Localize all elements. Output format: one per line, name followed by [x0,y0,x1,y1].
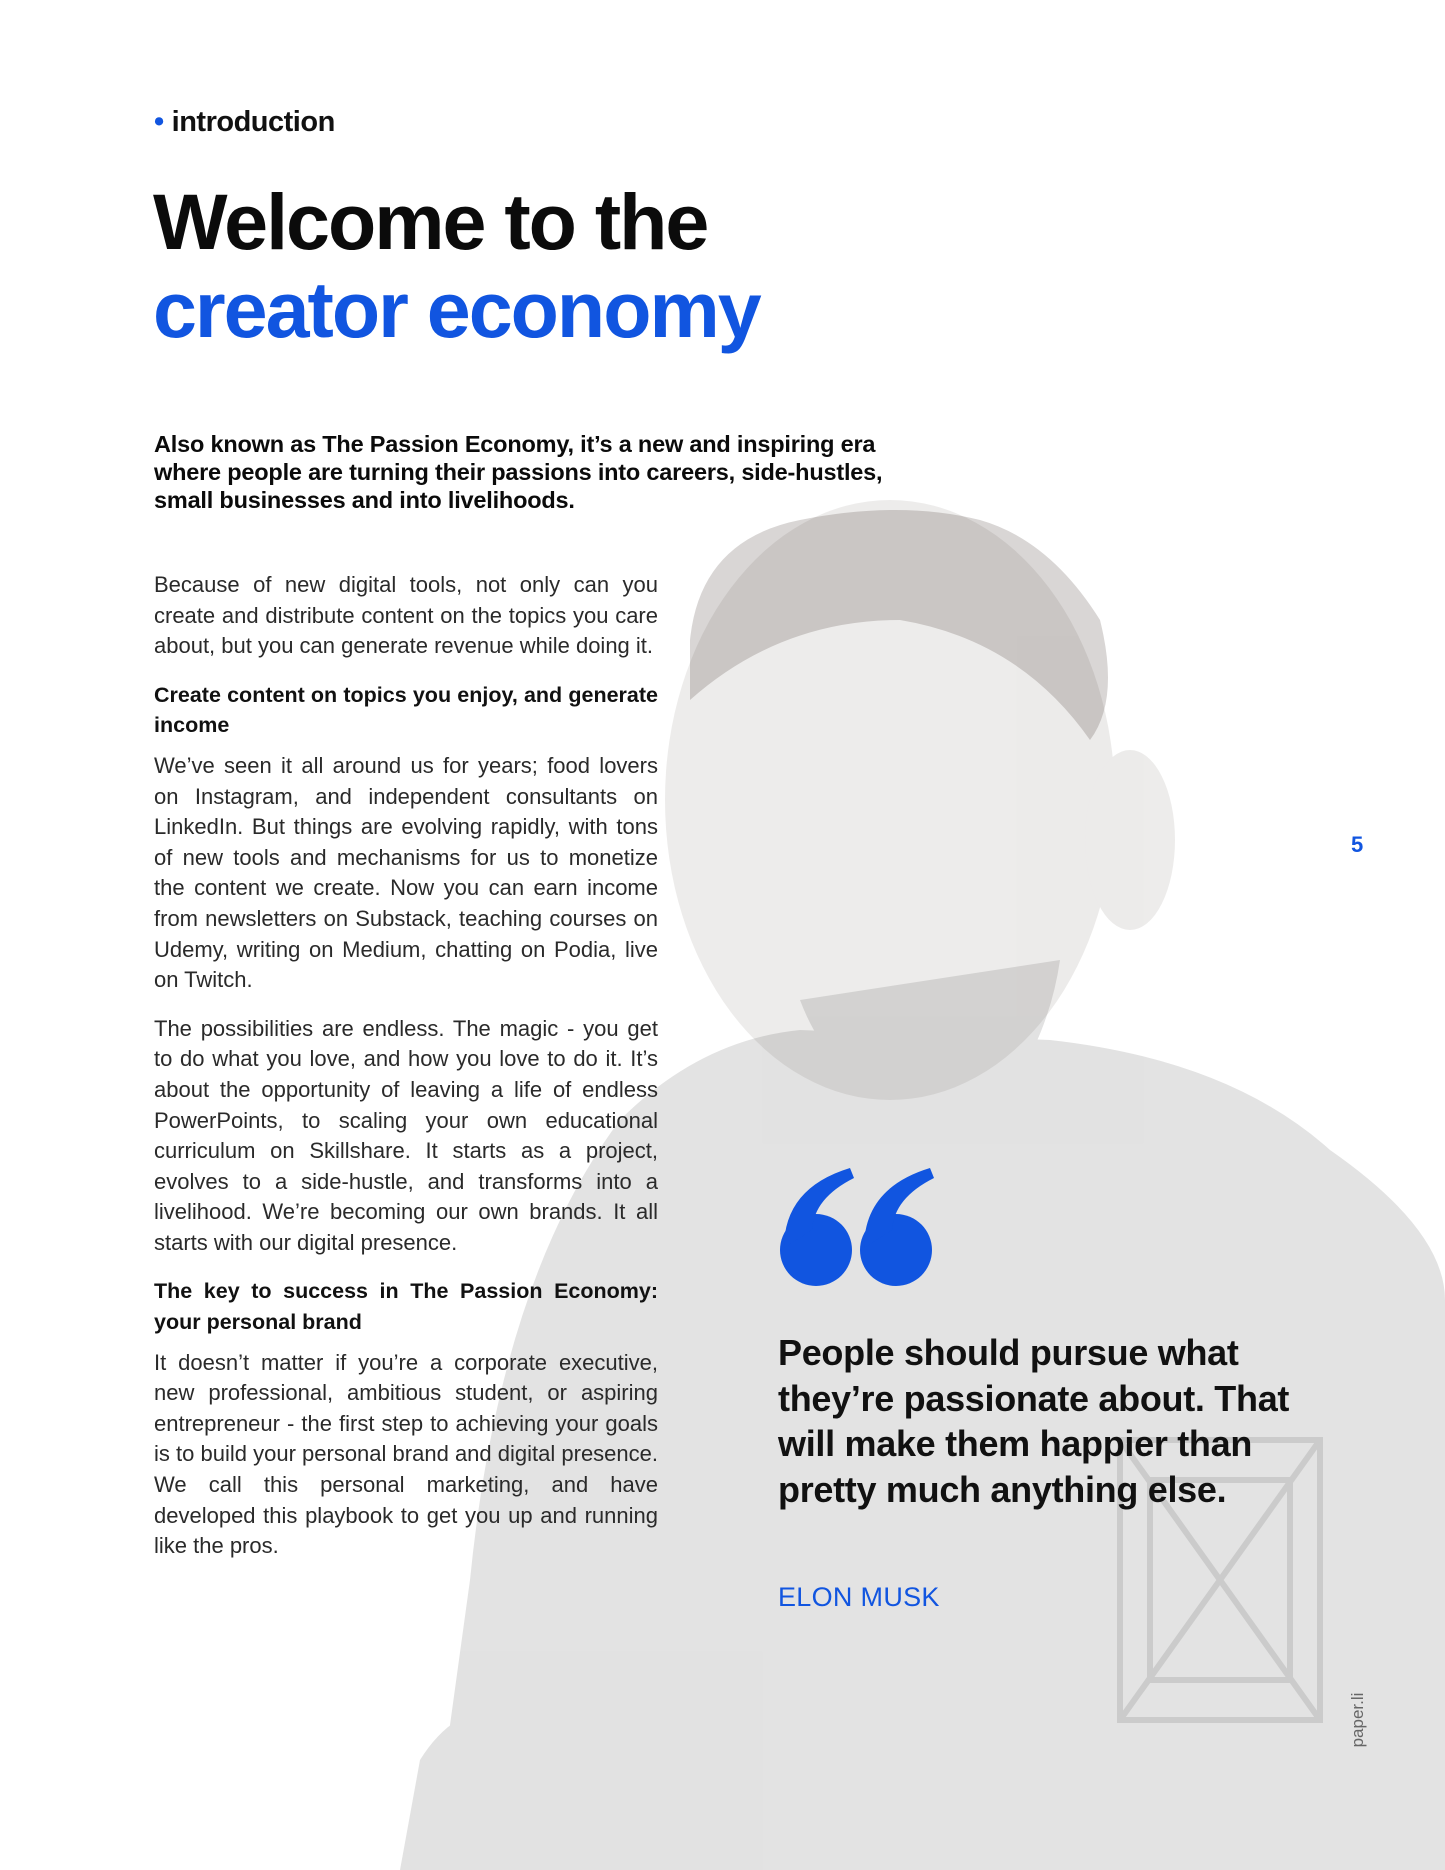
section-label-text: introduction [171,106,335,138]
headline-line-1: Welcome to the [153,177,708,266]
body-paragraph-2: We’ve seen it all around us for years; food lovers on Instagram, and independent consultants on LinkedIn. But things are evolving rapidly, with tons of new tools and mechanisms for us to monetize the content we create. Now you can earn income from newsletters on Substack, teaching courses on Udemy, writing on Medium, chatting on Podia, live on Twitch. [154,752,658,993]
headline-line-2: creator economy [153,265,760,354]
subheading-key-to-success: The key to success in The Passion Economy: your personal brand [154,1279,658,1335]
quote-author: ELON MUSK [778,1582,940,1612]
section-label [154,106,335,139]
body-paragraph-3: The possibilities are endless. The magic - you get to do what you love, and how you love to do it. It’s about the opportunity of leaving a life of endless PowerPoints, to scaling your own educational curriculum on Skillshare. It starts as a project, evolves to a side-hustle, and transforms into a livelihood. We’re becoming our own brands. It all starts with our digital presence. [154,1015,658,1255]
page-number: 5 [1351,832,1364,857]
body-column [154,570,658,1580]
lead-paragraph: Also known as The Passion Economy, it’s a new and inspiring era where people are turning their passions into careers, side-hustles, small businesses and into livelihoods. [154,431,883,513]
brand-mark-text: paper.li [1348,1692,1367,1748]
body-paragraph-4: It doesn’t matter if you’re a corporate executive, new professional, ambitious student, or aspiring entrepreneur - the first step to achieving your goals is to build your personal brand and digital presence. We call this personal marketing, and have developed this playbook to get you up and running like the pros. [154,1349,658,1559]
opening-quotation-mark-icon [778,1168,938,1288]
page-headline [153,178,760,354]
pull-quote-text: People should pursue what they’re passionate about. That will make them happier than pretty much anything else. [778,1332,1290,1510]
brand-mark [1340,1680,1380,1760]
subheading-create-content: Create content on topics you enjoy, and generate income [154,682,658,738]
body-paragraph-1: Because of new digital tools, not only can you create and distribute content on the topics you care about, but you can generate revenue while doing it. [154,572,658,659]
section-bullet: • [154,106,164,138]
